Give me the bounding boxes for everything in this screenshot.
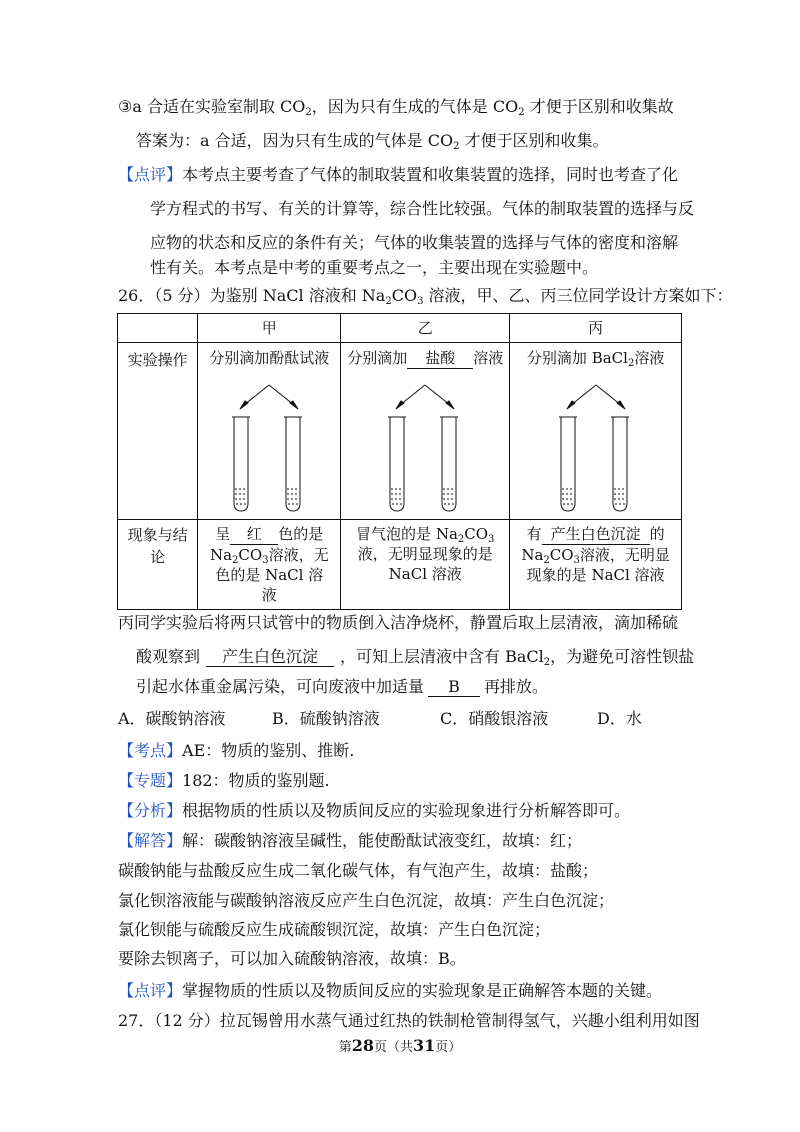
option-a: A．碳酸钠溶液 [118,709,226,728]
test-tubes-figure [198,381,340,515]
cell-op-bing: 分别滴加 BaCl$_2$溶液 [510,343,682,520]
cell-op-jia: 分别滴加酚酞试液 [198,343,341,520]
zhuanti-line: 【专题】182：物质的鉴别题. [118,771,330,790]
header-bing: 丙 [510,314,682,343]
dianping-1-line-4: 性有关。本考点是中考的重要考点之一，主要出现在实验题中。 [150,258,599,277]
cell-res-yi: 冒气泡的是 $Na_2CO_3$ 液，无明显现象的是 NaCl 溶液 [341,520,510,610]
table-row-result [118,520,682,610]
fenxi-line: 【分析】根据物质的性质以及物质间反应的实验现象进行分析解答即可。 [118,801,631,820]
jieda-line-2: 碳酸钠能与盐酸反应生成二氧化碳气体，有气泡产生，故填：盐酸； [118,861,599,880]
dianping-1-line-1: 【点评】本考点主要考查了气体的制取装置和收集装置的选择，同时也考查了化 [118,165,679,184]
test-tubes-icon [224,381,314,515]
jieda-line-1: 【解答】解：碳酸钠溶液呈碱性，能使酚酞试液变红，故填：红； [118,831,583,850]
dianping-2-line: 【点评】掌握物质的性质以及物质间反应的实验现象是正确解答本题的关键。 [118,981,663,1000]
zhuanti-tag: 【专题】 [118,771,183,790]
table-header-row [118,314,682,343]
question-27: 27．（12 分）拉瓦锡曾用水蒸气通过红热的铁制枪管制得氢气，兴趣小组利用如图 [118,1011,700,1030]
blank-answer-observed: 产生白色沉淀 [206,647,334,667]
dianping-tag: 【点评】 [118,165,183,184]
para-bing-line-2: 酸观察到 产生白色沉淀 ，可知上层清液中含有 BaCl$_2$，为避免可溶性钡盐 [136,647,695,668]
test-tubes-icon [380,381,470,515]
cell-res-jia: 呈 红 色的是 $Na_2CO_3$溶液，无 色的是 NaCl 溶 液 [198,520,341,610]
blank-answer-choice: B [428,677,480,697]
test-tubes-figure [341,381,509,515]
jieda-line-5: 要除去钡离子，可以加入硫酸钠溶液，故填：B。 [118,949,466,968]
header-empty [118,314,198,343]
option-d: D．水 [597,709,642,728]
header-jia: 甲 [198,314,341,343]
question-26: 26．（5 分）为鉴别 NaCl 溶液和 $Na_2CO_3$ 溶液，甲、乙、丙三位同学设计方案如下： [118,286,733,307]
dianping-1-line-3: 应物的状态和反应的条件有关；气体的收集装置的选择与气体的密度和溶解 [150,233,679,252]
para-bing-line-3: 引起水体重金属污染，可向废液中加适量 B 再排放。 [136,677,549,696]
option-b: B．硫酸钠溶液 [272,709,380,728]
table-row-operation [118,343,682,520]
row-label-result: 现象与结论 [118,520,198,610]
blank-answer-precipitate: 产生白色沉淀 [542,525,650,545]
experiment-table [117,313,682,610]
kaodian-line: 【考点】AE：物质的鉴别、推断. [118,741,355,760]
text-line-1: ③a 合适在实验室制取 $CO_2$，因为只有生成的气体是 $CO_2$ 才便于区别和收集故 [118,97,674,118]
jieda-line-3: 氯化钡溶液能与碳酸钠溶液反应产生白色沉淀，故填：产生白色沉淀； [118,891,615,910]
text-line-2: 答案为：a 合适，因为只有生成的气体是 $CO_2$ 才便于区别和收集。 [136,131,609,152]
current-page: 28 [351,1036,374,1055]
cell-op-yi: 分别滴加 盐酸 溶液 [341,343,510,520]
fenxi-tag: 【分析】 [118,801,183,820]
cell-res-bing: 有 产生白色沉淀 的 $Na_2CO_3$溶液，无明显 现象的是 NaCl 溶液 [510,520,682,610]
para-bing-line-1: 丙同学实验后将两只试管中的物质倒入洁净烧杯，静置后取上层清液，滴加稀硫 [118,613,679,632]
jieda-tag: 【解答】 [118,831,183,850]
kaodian-tag: 【考点】 [118,741,183,760]
dianping-2-tag: 【点评】 [118,981,183,1000]
row-label-operation: 实验操作 [118,343,198,520]
option-c: C．硝酸银溶液 [440,709,549,728]
dianping-1-line-2: 学方程式的书写、有关的计算等，综合性比较强。气体的制取装置的选择与反 [150,199,695,218]
blank-answer-hcl: 盐酸 [407,349,473,369]
total-pages: 31 [413,1036,436,1055]
jieda-line-4: 氯化钡能与硫酸反应生成硫酸钡沉淀，故填：产生白色沉淀； [118,920,551,939]
blank-answer-red: 红 [230,525,278,545]
header-yi: 乙 [341,314,510,343]
test-tubes-icon [551,381,641,515]
page-footer: 第28页（共31页） [338,1036,462,1055]
test-tubes-figure [510,381,681,515]
